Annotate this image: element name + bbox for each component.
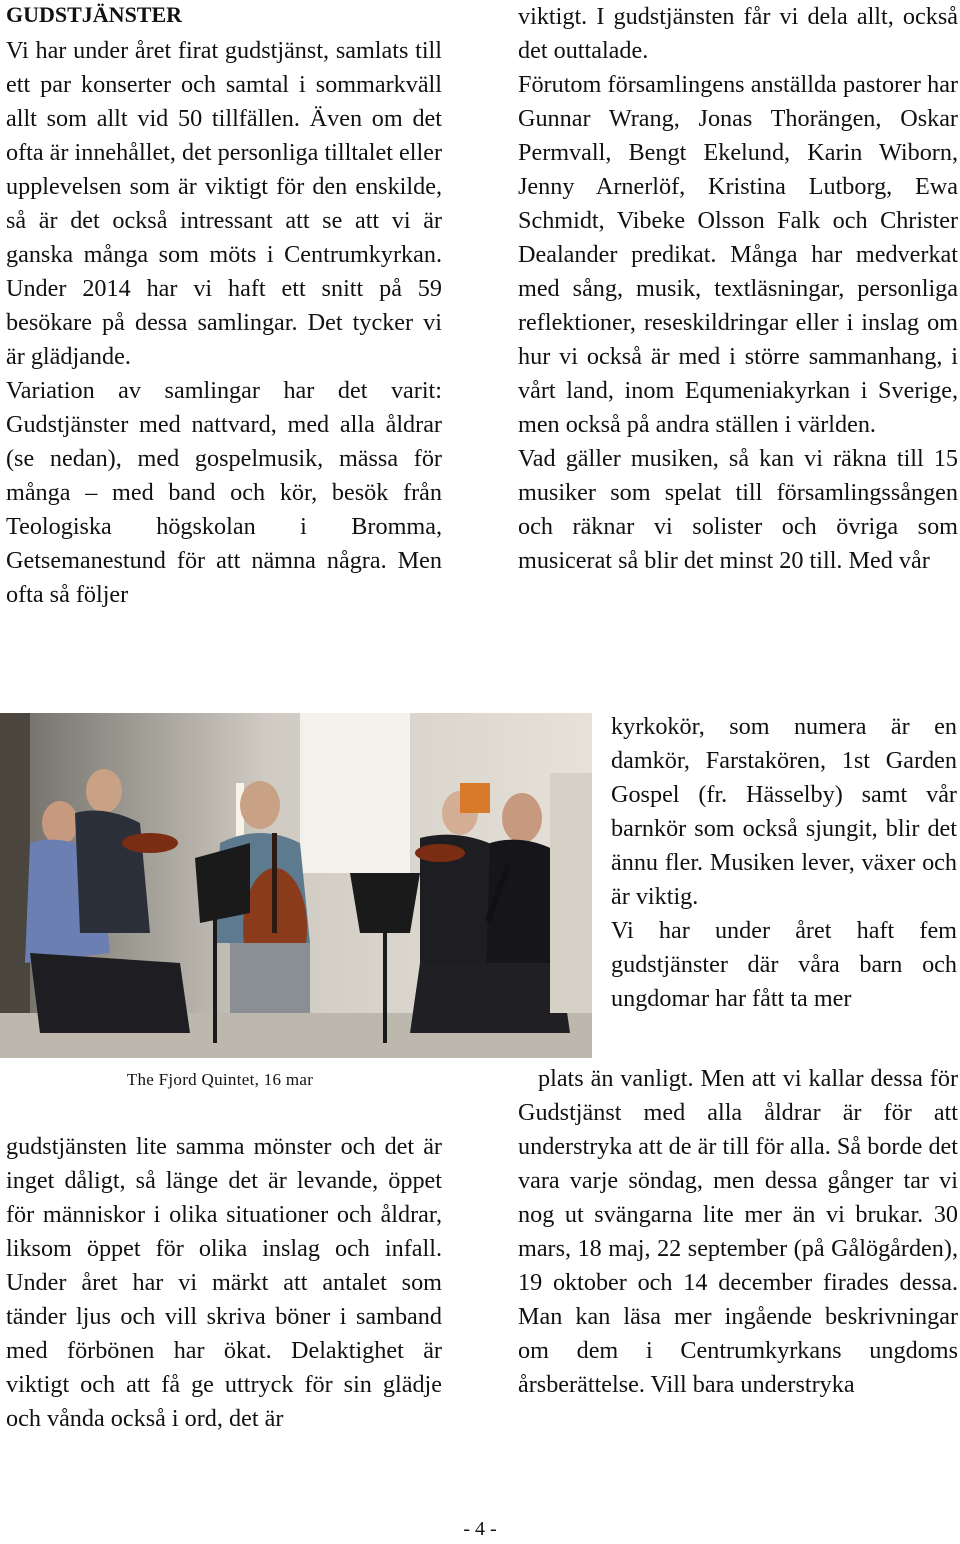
page-number: - 4 - [463,1518,497,1540]
section-heading: GUDSTJÄNSTER [6,2,183,27]
paragraph: Vi har under året haft fem gudstjänster där våra barn och ungdomar har fått ta mer [611,917,957,1012]
paragraph: Förutom församlingens anställda pastorer har Gunnar Wrang, Jonas Thorängen, Oskar Permvall, Bengt Ekelund, Karin Wiborn, Jenny Arnerlöf, Kristina Lutborg, Ewa Schmidt, Vibeke Olsson Falk och Christer Dealander predikat. Många har medverkat med sång, musik, textläsningar, personliga reflektioner, reseskildringar eller i inslag om hur vi också är med i större sammanhang, i vårt land, inom Equmeniakyrkan i Sverige, men också på andra ställen i världen. [518,71,958,438]
right-column-top [518,0,958,578]
left-column-top [6,0,442,612]
paragraph: Variation av samlingar har det varit: Gudstjänster med nattvard, med alla åldrar (se nedan), med gospelmusik, mässa för många – med band och kör, besök från Teologiska högskolan i Bromma, Getsemanestund för att nämna några. Men ofta så följer [6,377,442,608]
right-column-bottom [518,1062,958,1402]
paragraph: gudstjänsten lite samma mönster och det är inget dåligt, så länge det är levande, öppet för människor i olika situationer och åldrar, liksom öppet för olika inslag och infall. Under året har vi märkt att antalet som tänder ljus och vill skriva böner i samband med förbönen har ökat. Delaktighet är viktigt och att få ge uttryck för sin glädje och vånda också i ord, det är [6,1133,442,1432]
paragraph: Vad gäller musiken, så kan vi räkna till 15 musiker som spelat till församlingssången och räknar vi solister och övriga som musicerat så blir det minst 20 till. Med vår [518,445,958,574]
paragraph: Vi har under året firat gudstjänst, samlats till ett par konserter och samtal i sommarkväll allt som allt vid 50 tillfällen. Även om det ofta är innehållet, det personliga tilltalet eller upplevelsen som är viktigt för den enskilde, så är det också intressant att se att vi är ganska många som möts i Centrumkyrkan. Under 2014 har vi haft ett snitt på 59 besökare på dessa samlingar. Det tycker vi är glädjande. [6,37,442,370]
left-column-bottom [6,1130,442,1436]
quintet-photo [0,713,592,1058]
paragraph: kyrkokör, som numera är en damkör, Farstakören, 1st Garden Gospel (fr. Hässelby) samt vår barnkör som också sjungit, blir det ännu fler. Musiken lever, växer och är viktig. [611,713,957,910]
paragraph: plats än vanligt. Men att vi kallar dessa för Gudstjänst med alla åldrar är för att understryka att de är till för alla. Så borde det vara varje söndag, men dessa gånger tar vi nog ut svängarna lite mer än vi brukar. 30 mars, 18 maj, 22 september (på Gålögården), 19 oktober och 14 december firades dessa. Man kan läsa mer ingående beskrivningar om dem i Centrumkyrkans ungdoms årsberättelse. Vill bara understryka [518,1065,958,1398]
paragraph: viktigt. I gudstjänsten får vi dela allt, också det outtalade. [518,3,958,64]
right-column-wrapped [611,710,957,1016]
photo-caption: The Fjord Quintet, 16 mar [126,1070,314,1089]
